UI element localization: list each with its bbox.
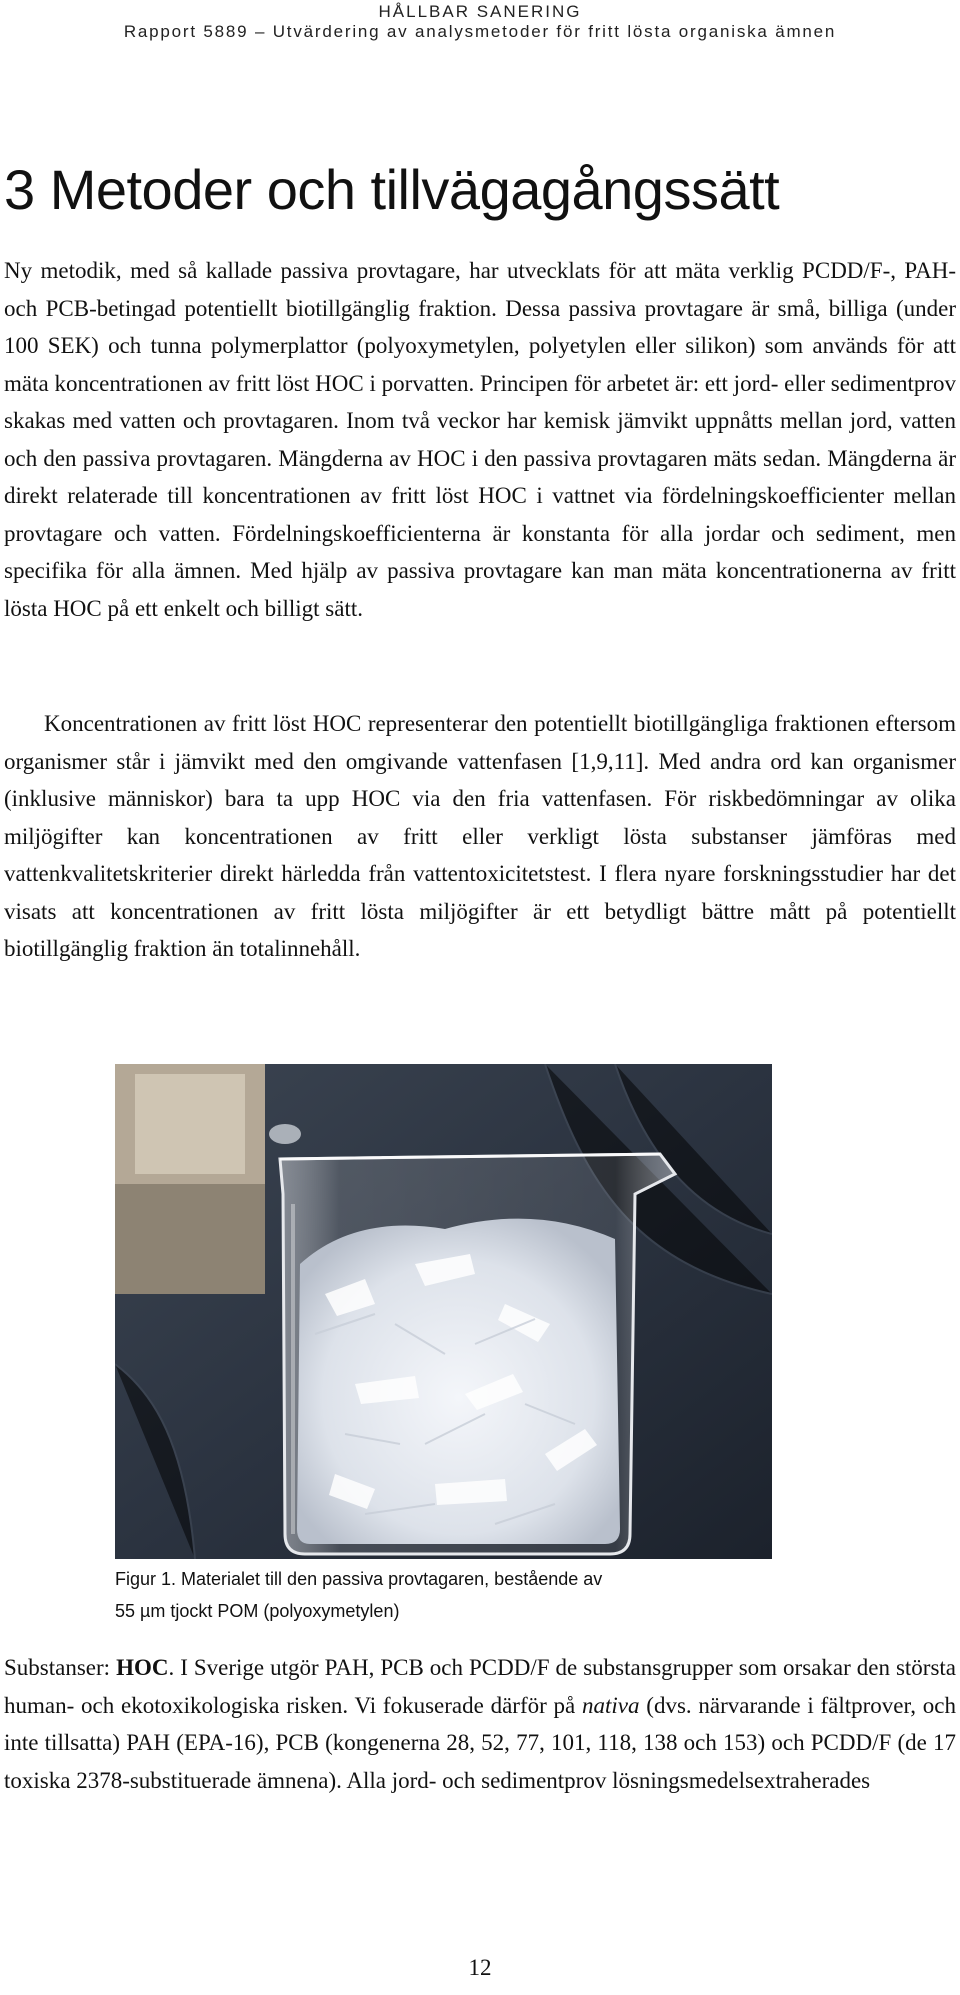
paragraph-substances [4, 1649, 956, 1799]
substances-text-1: . I Sverige utgör PAH, PCB och PCDD/F de substansgrupper som orsakar den största human- och ekotoxikologiska risken. Vi fokuserade därför på [4, 1655, 956, 1718]
figure-caption-line-2: 55 µm tjockt POM (polyoxymetylen) [115, 1601, 400, 1621]
page-number: 12 [468, 1955, 492, 1980]
substances-nativa-italic: nativa [582, 1692, 640, 1718]
header-report-title: Rapport 5889 – Utvärdering av analysmetoder för fritt lösta organiska ämnen [123, 22, 837, 41]
substances-text-2: (dvs. närvarande i fältprover, och inte tillsatta) PAH (EPA-16), PCB (kongenerna 28, 52, 77, 101, 118, 138 och 153) och PCDD/F (de 17 toxiska 2378-substituerade ämnena). Alla jord- och sedimentprov lösningsmedelsextraherades [4, 1692, 956, 1793]
substances-hoc-bold: HOC [116, 1655, 169, 1680]
header-series-title: HÅLLBAR SANERING [378, 2, 582, 21]
substances-label: Substanser: [4, 1655, 117, 1680]
paragraph-bioavailability: Koncentrationen av fritt löst HOC representerar den potentiellt biotillgängliga fraktionen eftersom organismer står i jämvikt med den omgivande vattenfasen [1,9,11]. Med andra ord kan organismer (inklusive människor) bara ta upp HOC via den fria vattenfasen. För riskbedömningar av olika miljögifter kan koncentrationen av fritt eller verkligt lösta substanser jämföras med vattenkvalitetskriterier direkt härledda från vattentoxicitetstest. I flera nyare forskningsstudier har det visats att koncentrationen av fritt lösta miljögifter är ett betydligt bättre mått på potentiellt biotillgänglig fraktion än totalinnehåll. [4, 711, 956, 961]
figure-photo-beaker-pom [115, 1064, 772, 1559]
figure-caption [115, 1563, 755, 1627]
paragraph-passive-samplers: Ny metodik, med så kallade passiva provtagare, har utvecklats för att mäta verklig PCDD/F-, PAH- och PCB-betingad potentiellt biotillgänglig fraktion. Dessa passiva provtagare är små, billiga (under 100 SEK) och tunna polymerplattor (polyoxymetylen, polyetylen eller silikon) som används för att mäta koncentrationen av fritt löst HOC i porvatten. Principen för arbetet är: ett jord- eller sedimentprov skakas med vatten och provtagaren. Inom två veckor har kemisk jämvikt uppnåtts mellan jord, vatten och den passiva provtagaren. Mängderna av HOC i den passiva provtagaren mäts sedan. Mängderna är direkt relaterade till koncentrationen av fritt löst HOC i vattnet via fördelningskoefficienter mellan provtagare och vatten. Fördelningskoefficienterna är konstanta för alla jordar och sediment, men specifika för alla ämnen. Med hjälp av passiva provtagare kan man mäta koncentrationerna av fritt lösta HOC på ett enkelt och billigt sätt. [4, 258, 956, 621]
figure-caption-line-1: Figur 1. Materialet till den passiva provtagaren, bestående av [115, 1569, 603, 1589]
section-heading: 3 Metoder och tillvägagångssätt [4, 158, 780, 221]
